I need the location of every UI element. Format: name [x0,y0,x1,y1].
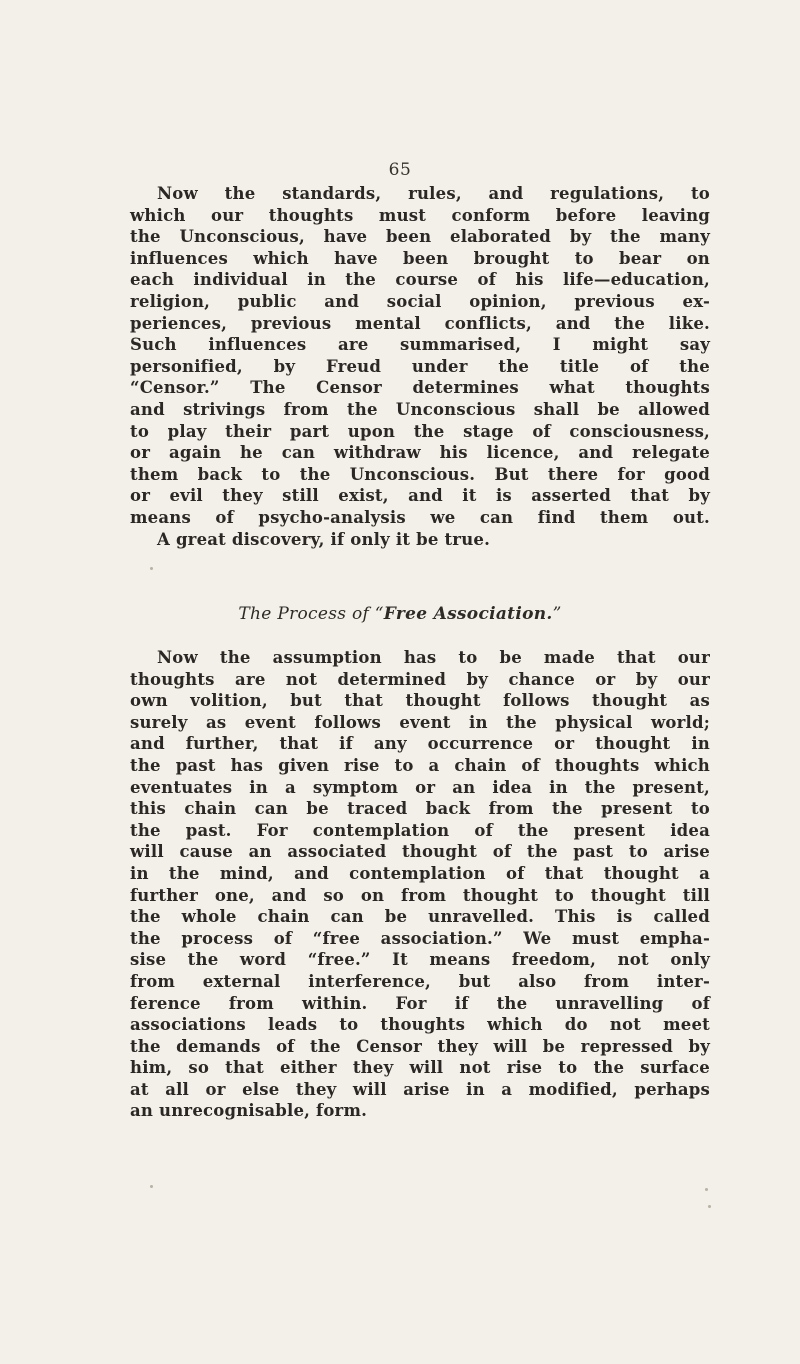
paper-speck [150,1185,153,1188]
text-line: him, so that either they will not rise to the surface [130,1058,710,1078]
page-number: 65 [388,160,412,180]
text-line: each individual in the course of his life—education, [130,270,710,290]
paper-speck [705,1188,708,1191]
text-line: or evil they still exist, and it is asserted that by [130,486,710,506]
text-line: and strivings from the Unconscious shall be allowed [130,399,710,419]
text-line: A great discovery, if only it be true. [157,529,491,549]
text-line: the past has given rise to a chain of thoughts which [130,755,710,775]
section-heading-part: Free Association. [383,604,553,624]
text-line: thoughts are not determined by chance or by our [130,669,710,689]
text-line: influences which have been brought to bear on [130,248,710,268]
text-line: own volition, but that thought follows thought as [130,691,710,711]
text-line: personified, by Freud under the title of the [130,356,710,376]
text-line: them back to the Unconscious. But there for good [130,464,710,484]
paper-speck [150,567,153,570]
section-heading-part: ” [552,604,562,624]
paper-speck [708,1205,711,1208]
text-line: or again he can withdraw his licence, and relegate [130,443,710,463]
text-line: means of psycho-analysis we can find them out. [130,507,710,527]
text-line: religion, public and social opinion, previous ex- [130,291,710,311]
text-line: sise the word “free.” It means freedom, not only [130,950,710,970]
text-line: will cause an associated thought of the past to arise [130,842,710,862]
section-heading [0,604,800,624]
text-line: surely as event follows event in the physical world; [130,712,710,732]
text-line: in the mind, and contemplation of that thought a [130,863,710,883]
text-line: this chain can be traced back from the present to [130,799,710,819]
text-line: Now the standards, rules, and regulations, to [157,184,710,203]
section-heading-part: The Process of “ [238,604,384,624]
text-line: from external interference, but also from inter- [130,971,710,991]
text-line: the demands of the Censor they will be repressed by [130,1036,710,1056]
text-line: periences, previous mental conflicts, and the like. [130,313,710,333]
text-line: the Unconscious, have been elaborated by the many [130,227,710,247]
paragraph-free-association [130,647,710,1122]
text-line: Now the assumption has to be made that our [157,648,710,667]
text-line: at all or else they will arise in a modified, perhaps [130,1079,710,1099]
paragraph-censor [130,183,710,550]
text-line: which our thoughts must conform before leaving [130,205,710,225]
text-line: to play their part upon the stage of consciousness, [130,421,710,441]
text-line: further one, and so on from thought to thought till [130,885,710,905]
text-line: Such influences are summarised, I might say [130,335,710,355]
text-line: an unrecognisable, form. [130,1101,368,1121]
text-line: “Censor.” The Censor determines what thoughts [130,378,710,398]
text-line: and further, that if any occurrence or thought in [130,734,710,754]
text-line: the past. For contemplation of the present idea [130,820,710,840]
text-line: associations leads to thoughts which do not meet [130,1015,710,1035]
text-line: the whole chain can be unravelled. This is called [130,907,710,927]
text-line: ference from within. For if the unravelling of [130,993,710,1013]
text-line: the process of “free association.” We must empha- [130,928,710,948]
text-line: eventuates in a symptom or an idea in the present, [130,777,710,797]
